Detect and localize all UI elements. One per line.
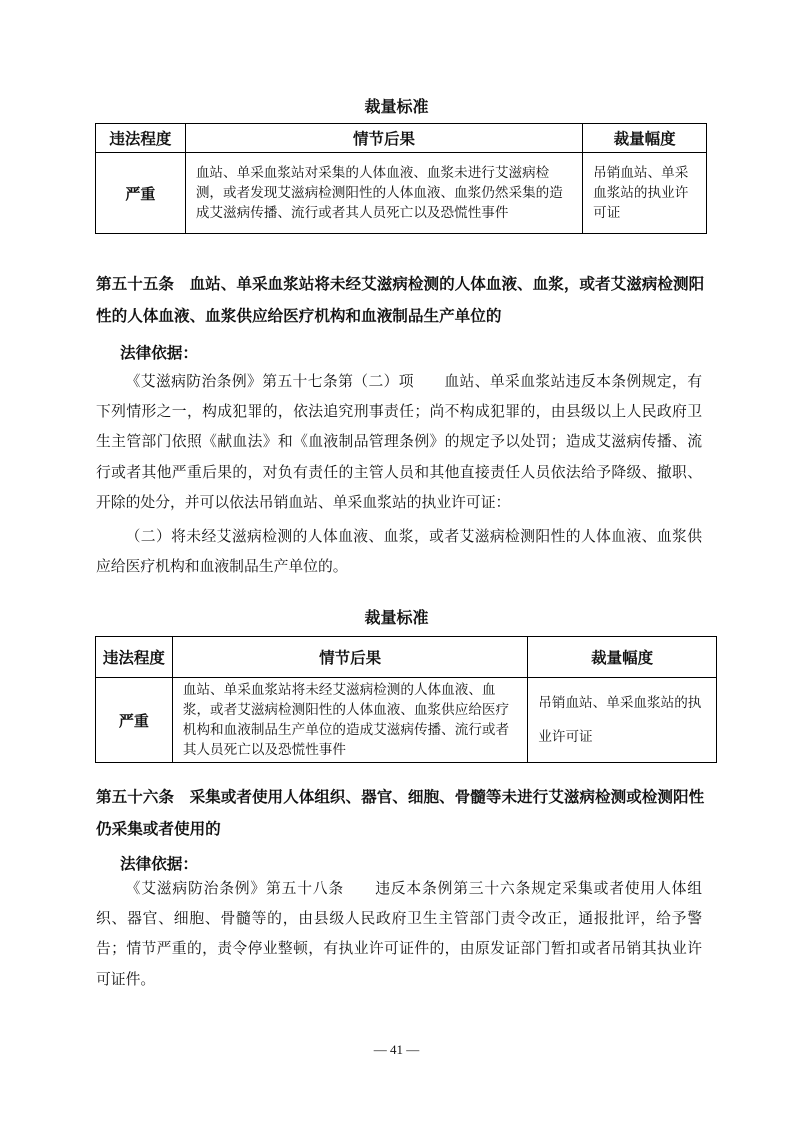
legal-basis-text: 《艾滋病防治条例》第五十八条 违反本条例第三十六条规定采集或者使用人体组织、器官、细胞、骨髓等的，由县级人民政府卫生主管部门责令改正，通报批评，给予警告；情节严重的，责令停业整顿，有执业许可证件的，由原发证部门暂扣或者吊销其执业许可证件。 [96,880,702,988]
penalty-text: 吊销血站、单采血浆站的执业许可证 [583,153,707,234]
table1 [95,123,707,234]
legal-basis-label: 法律依据： [120,855,198,873]
circumstance-text: 血站、单采血浆站将未经艾滋病检测的人体血液、血浆，或者艾滋病检测阳性的人体血液、血浆供应给医疗机构和血液制品生产单位的造成艾滋病传播、流行或者其人员死亡以及恐慌性事件 [172,678,527,763]
table-header-row [96,637,717,678]
article-55-title: 第五十五条 血站、单采血浆站将未经艾滋病检测的人体血液、血浆，或者艾滋病检测阳性的人体血液、血浆供应给医疗机构和血液制品生产单位的 [96,275,705,325]
header-violation-level: 违法程度 [96,124,186,153]
table-header-row [96,124,707,153]
violation-level: 严重 [96,678,173,763]
penalty-text: 吊销血站、单采血浆站的执业许可证 [528,678,717,763]
header-circumstance: 情节后果 [172,637,527,678]
circumstance-text: 血站、单采血浆站对采集的人体血液、血浆未进行艾滋病检测，或者发现艾滋病检测阳性的人体血液、血浆仍然采集的造成艾滋病传播、流行或者其人员死亡以及恐慌性事件 [185,153,582,234]
legal-basis-label: 法律依据： [120,344,198,362]
violation-level: 严重 [96,153,186,234]
legal-basis-text: 《艾滋病防治条例》第五十七条第（二）项 血站、单采血浆站违反本条例规定，有下列情形之一，构成犯罪的，依法追究刑事责任；尚不构成犯罪的，由县级以上人民政府卫生主管部门依照《献血法》和《血液制品管理条例》的规定予以处罚；造成艾滋病传播、流行或者其他严重后果的，对负有责任的主管人员和其他直接责任人员依法给予降级、撤职、开除的处分，并可以依法吊销血站、单采血浆站的执业许可证： [96,373,702,511]
table-row [96,153,707,234]
legal-item-text: （二）将未经艾滋病检测的人体血液、血浆，或者艾滋病检测阳性的人体血液、血浆供应给医疗机构和血液制品生产单位的。 [96,528,702,576]
header-circumstance: 情节后果 [185,124,582,153]
table-row [96,678,717,763]
table2-title: 裁量标准 [364,608,429,627]
header-discretion-range: 裁量幅度 [583,124,707,153]
header-discretion-range: 裁量幅度 [528,637,717,678]
page-number: — 41 — [373,1042,420,1057]
article-56-title: 第五十六条 采集或者使用人体组织、器官、细胞、骨髓等未进行艾滋病检测或检测阳性仍采集或者使用的 [96,788,705,838]
header-violation-level: 违法程度 [96,637,173,678]
table1-title: 裁量标准 [364,97,429,116]
table2 [95,636,717,763]
